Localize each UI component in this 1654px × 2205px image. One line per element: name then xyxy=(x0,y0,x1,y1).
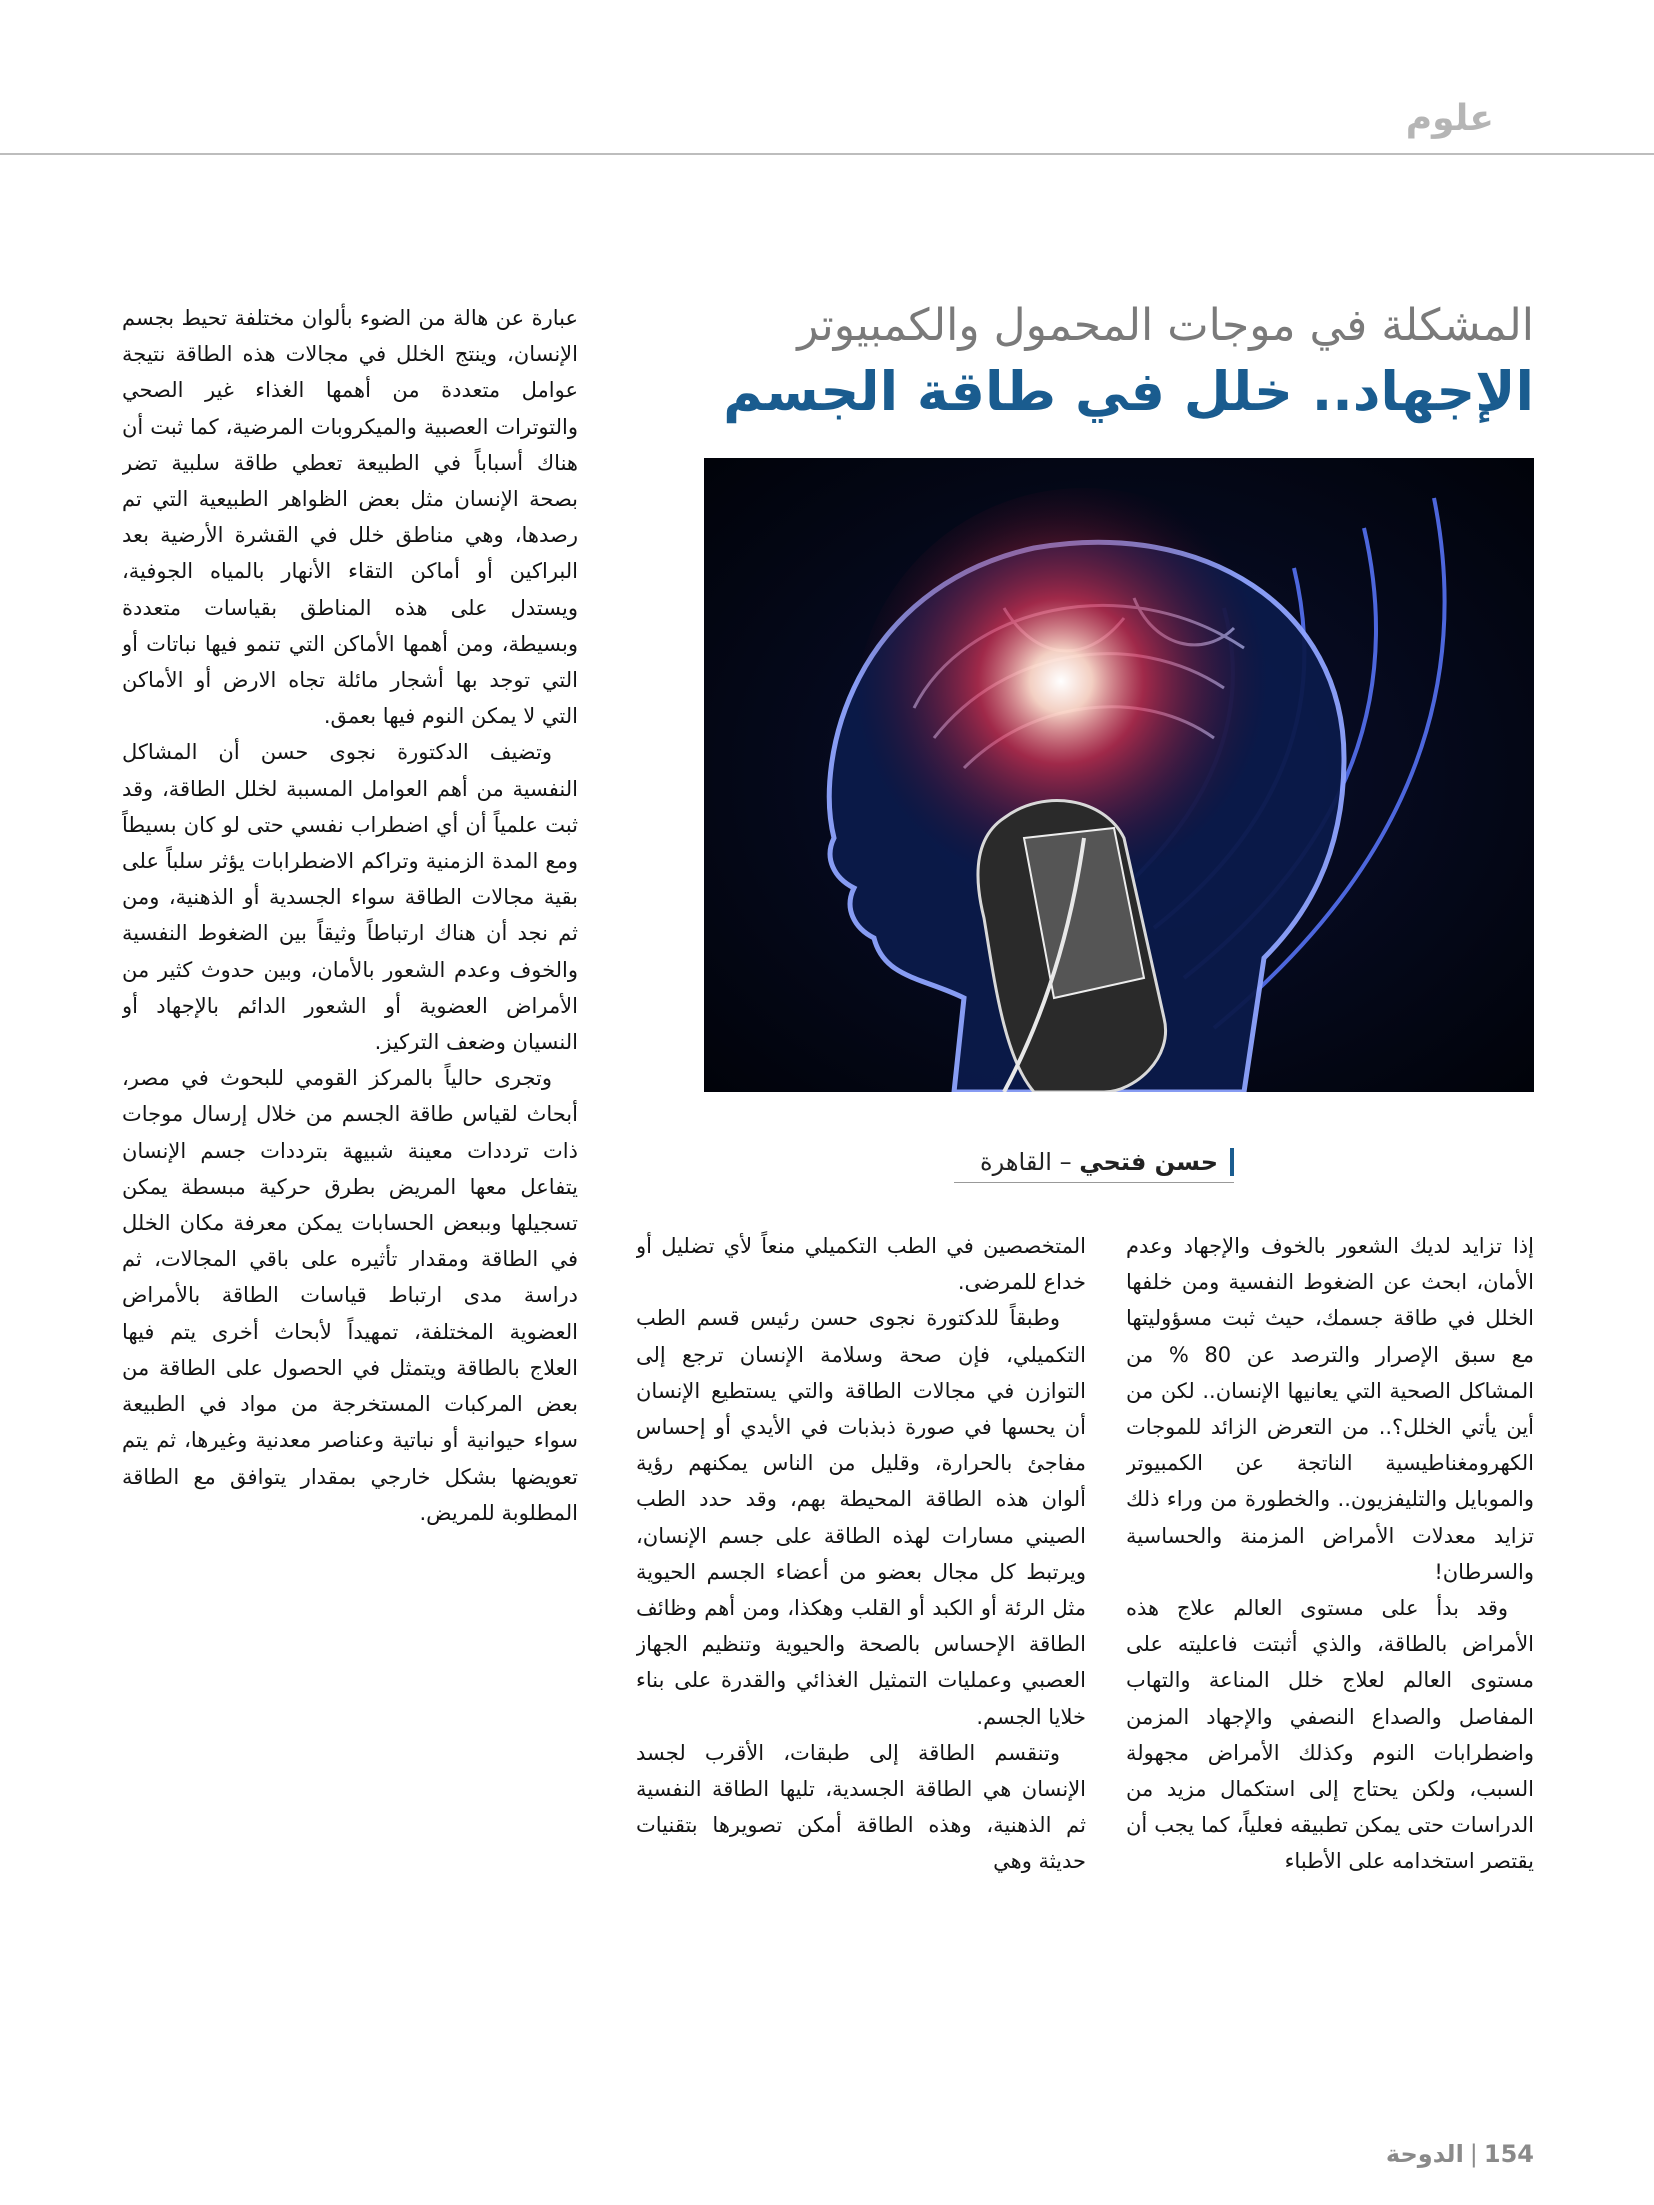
article-title: الإجهاد.. خلل في طاقة الجسم xyxy=(723,360,1534,423)
page-number: 154 xyxy=(1483,2140,1534,2168)
paragraph: عبارة عن هالة من الضوء بألوان مختلفة تحيط بجسم الإنسان، وينتج الخلل في مجالات هذه الطاقة نتيجة عوامل متعددة من أهمها الغذاء غير الصحي والتوترات العصبية والميكروبات المرضية، كما ثبت أن هناك أسباباً في الطبيعة تعطي طاقة سلبية تضر بصحة الإنسان مثل بعض الظواهر الطبيعية التي تم رصدها، وهي مناطق خلل في القشرة الأرضية بعد البراكين أو أماكن التقاء الأنهار بالمياه الجوفية، ويستدل على هذه المناطق بقياسات متعددة وبسيطة، ومن أهمها الأماكن التي تنمو فيها نباتات أو التي توجد بها أشجار مائلة تجاه الارض أو الأماكن التي لا يمكن النوم فيها بعمق. xyxy=(122,306,578,729)
article-image-brain-phone xyxy=(704,458,1534,1092)
paragraph: المتخصصين في الطب التكميلي منعاً لأي تضليل أو خداع للمرضى. xyxy=(636,1234,1086,1295)
article-column-left xyxy=(122,300,578,2064)
page-footer: 154|الدوحة xyxy=(1385,2140,1534,2168)
paragraph: إذا تزايد لديك الشعور بالخوف والإجهاد وعدم الأمان، ابحث عن الضغوط النفسية ومن خلفها الخلل في طاقة جسمك، حيث ثبت مسؤوليتها مع سبق الإصرار والترصد عن 80 % من المشاكل الصحية التي يعانيها الإنسان.. لكن من أين يأتي الخلل؟.. من التعرض الزائد للموجات الكهرومغناطيسية الناتجة عن الكمبيوتر والموبايل والتليفزيون.. والخطورة من وراء ذلك تزايد معدلات الأمراض المزمنة والحساسية والسرطان! xyxy=(1126,1234,1534,1584)
article-column-middle xyxy=(636,1228,1086,2064)
paragraph: وتضيف الدكتورة نجوى حسن أن المشاكل النفسية من أهم العوامل المسببة لخلل الطاقة، وقد ثبت علمياً أن أي اضطراب نفسي حتى لو كان بسيطاً ومع المدة الزمنية وتراكم الاضطرابات يؤثر سلباً على بقية مجالات الطاقة سواء الجسدية أو الذهنية، ومن ثم نجد أن هناك ارتباطاً وثيقاً بين الضغوط النفسية والخوف وعدم الشعور بالأمان، وبين حدوث كثير من الأمراض العضوية أو الشعور الدائم بالإجهاد أو النسيان وضعف التركيز. xyxy=(122,740,578,1055)
paragraph: وتجرى حالياً بالمركز القومي للبحوث في مصر، أبحاث لقياس طاقة الجسم من خلال إرسال موجات ذات ترددات معينة شبيهة بترددات جسم الإنسان يتفاعل معها المريض بطرق حركية مبسطة يمكن تسجيلها وببعض الحسابات يمكن معرفة مكان الخلل في الطاقة ومقدار تأثيره على باقي المجالات، ثم دراسة مدى ارتباط قياسات الطاقة بالأمراض العضوية المختلفة، تمهيداً لأبحاث أخرى يتم فيها العلاج بالطاقة ويتمثل في الحصول على الطاقة من بعض المركبات المستخرجة من مواد في الطبيعة سواء حيوانية أو نباتية وعناصر معدنية وغيرها، ثم يتم تعويضها بشكل خارجي بمقدار يتوافق مع الطاقة المطلوبة للمريض. xyxy=(122,1066,578,1525)
article-column-right xyxy=(1126,1228,1534,2064)
brain-phone-illustration xyxy=(704,458,1534,1092)
magazine-name: الدوحة xyxy=(1385,2140,1464,2168)
article-subtitle: المشكلة في موجات المحمول والكمبيوتر xyxy=(797,300,1534,351)
paragraph: وقد بدأ على مستوى العالم علاج هذه الأمراض بالطاقة، والذي أثبتت فاعليته على مستوى العالم لعلاج خلل المناعة والتهاب المفاصل والصداع النصفي والإجهاد المزمن واضطرابات النوم وكذلك الأمراض مجهولة السبب، ولكن يحتاج إلى استكمال مزيد من الدراسات حتى يمكن تطبيقه فعلياً، كما يجب أن يقتصر استخدامه على الأطباء xyxy=(1126,1596,1534,1874)
byline-rule xyxy=(954,1182,1234,1183)
author-name: حسن فتحي xyxy=(1079,1148,1218,1176)
paragraph: وطبقاً للدكتورة نجوى حسن رئيس قسم الطب التكميلي، فإن صحة وسلامة الإنسان ترجع إلى التوازن في مجالات الطاقة والتي يستطيع الإنسان أن يحسها في صورة ذبذبات في الأيدي أو إحساس مفاجئ بالحرارة، وقليل من الناس يمكنهم رؤية ألوان هذه الطاقة المحيطة بهم، وقد حدد الطب الصيني مسارات لهذه الطاقة على جسم الإنسان، ويرتبط كل مجال بعضو من أعضاء الجسم الحيوية مثل الرئة أو الكبد أو القلب وهكذا، ومن أهم وظائف الطاقة الإحساس بالصحة والحيوية وتنظيم الجهاز العصبي وعمليات التمثيل الغذائي والقدرة على بناء خلايا الجسم. xyxy=(636,1306,1086,1729)
article-byline xyxy=(980,1148,1234,1176)
paragraph: وتنقسم الطاقة إلى طبقات، الأقرب لجسد الإنسان هي الطاقة الجسدية، تليها الطاقة النفسية ثم الذهنية، وهذه الطاقة أمكن تصويرها بتقنيات حديثة وهي xyxy=(636,1740,1086,1874)
section-label: علوم xyxy=(1405,98,1494,139)
header-rule xyxy=(0,153,1654,155)
author-location: – القاهرة xyxy=(980,1148,1072,1176)
